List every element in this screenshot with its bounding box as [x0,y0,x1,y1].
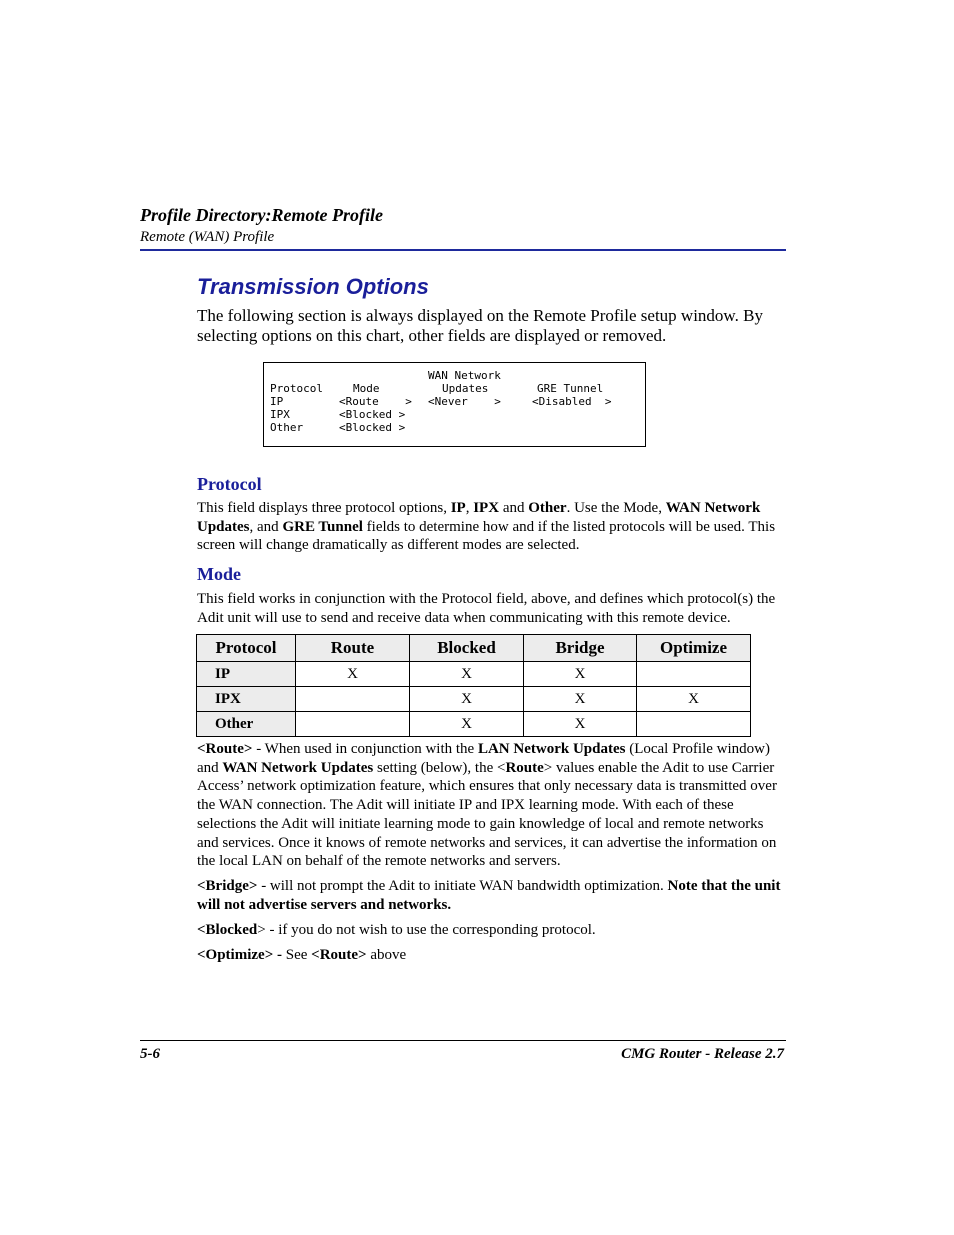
section-intro: The following section is always displayed on the Remote Profile setup window. By selecting options on this chart, other fields are displayed or removed. [197,306,763,345]
column-header: Bridge [524,635,637,662]
protocol-heading: Protocol [197,474,262,494]
table-cell: X [524,662,637,687]
section-title: Transmission Options [197,274,429,299]
table-cell [637,662,751,687]
table-cell: X [410,662,524,687]
setup-screen-capture [263,362,646,447]
row-header: Other [197,712,296,737]
blocked-paragraph: <Blocked> - if you do not wish to use the corresponding protocol. [197,922,596,938]
table-cell: X [524,712,637,737]
protocol-paragraph: This field displays three protocol options, IP, IPX and Other. Use the Mode, WAN Network Updates, and GRE Tunnel fields to determine how and if the listed protocols will be used. This screen will change dramatically as different modes are selected. [197,500,776,554]
column-header: Blocked [410,635,524,662]
header-rule [140,249,786,251]
screen-header-wan: Updates [442,382,489,395]
mode-paragraph: This field works in conjunction with the Protocol field, above, and defines which protocol(s) the Adit unit will use to send and receive data when communicating with this remote device. [197,591,776,626]
table-cell: X [637,687,751,712]
screen-header-mode: Mode [353,382,380,395]
table-cell: X [296,662,410,687]
table-row [197,687,751,712]
screen-row-mode[interactable]: <Blocked > [339,408,406,421]
screen-header-protocol: Protocol [270,382,323,395]
screen-row-mode[interactable]: <Blocked > [339,421,406,434]
mode-table-header-row [197,635,751,662]
screen-wan-line1: WAN Network [428,369,501,382]
screen-row-gre[interactable]: <Disabled > [532,395,612,408]
bridge-paragraph: <Bridge> - will not prompt the Adit to initiate WAN bandwidth optimization. Note that the unit will not advertise servers and networks. [197,878,781,913]
table-cell: X [524,687,637,712]
table-cell [296,712,410,737]
table-cell: X [410,712,524,737]
mode-table [196,634,751,737]
table-cell [637,712,751,737]
page-number: 5-6 [140,1046,160,1062]
running-header-title: Profile Directory:Remote Profile [140,205,383,225]
table-cell [296,687,410,712]
optimize-paragraph: <Optimize> - See <Route> above [197,947,407,963]
column-header: Protocol [197,635,296,662]
row-header: IPX [197,687,296,712]
screen-row-protocol: IP [270,395,284,408]
mode-heading: Mode [197,564,241,584]
screen-row-protocol: Other [270,421,304,434]
row-header: IP [197,662,296,687]
column-header: Optimize [637,635,751,662]
screen-header-gre: GRE Tunnel [537,382,604,395]
running-header-subtitle: Remote (WAN) Profile [140,229,275,245]
screen-row-mode[interactable]: <Route > [339,395,412,408]
screen-row-wan[interactable]: <Never > [428,395,501,408]
table-row [197,712,751,737]
route-paragraph: <Route> - When used in conjunction with the LAN Network Updates (Local Profile window) and WAN Network Updates setting (below), the <Route> values enable the Adit to use Carrier Access’ network optimization feature, which ensures that only necessary data is transmitted over the WAN connection. The Adit will initiate IP and IPX learning mode. With each of these selections the Adit will initiate learning mode to gain knowledge of local and remote networks and services. Once it knows of remote networks and services, it can advertise the information on the local LAN on behalf of the remote networks and servers. [197,741,777,870]
column-header: Route [296,635,410,662]
table-cell: X [410,687,524,712]
table-row [197,662,751,687]
footer-rule [140,1040,786,1041]
document-title: CMG Router - Release 2.7 [621,1046,784,1062]
screen-row-protocol: IPX [270,408,290,421]
